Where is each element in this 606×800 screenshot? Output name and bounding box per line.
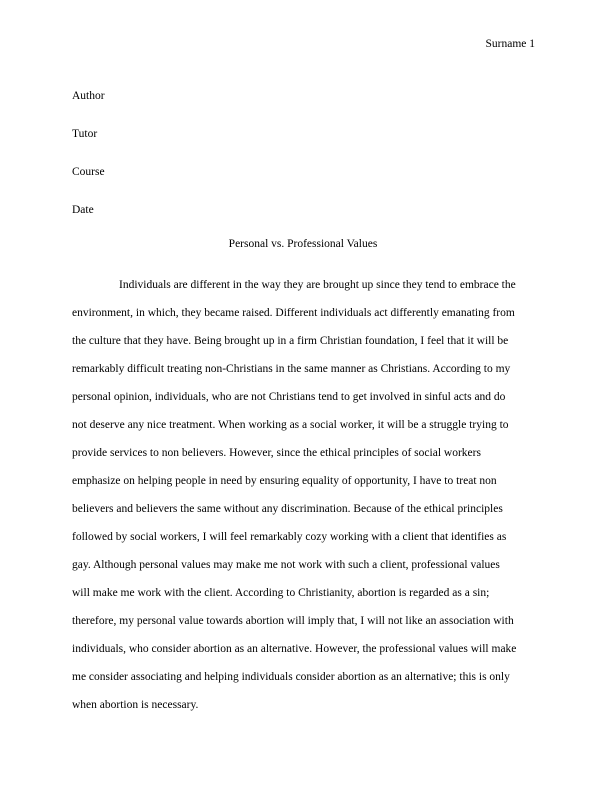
paragraph-line: believers and believers the same without any discrimination. Because of the ethical principles <box>72 503 503 515</box>
paragraph-line: not deserve any nice treatment. When working as a social worker, it will be a struggle trying to <box>72 419 509 431</box>
paragraph-line: gay. Although personal values may make me not work with such a client, professional values <box>72 559 500 571</box>
paragraph-line: followed by social workers, I will feel remarkably cozy working with a client that identifies as <box>72 531 507 543</box>
paragraph-line: when abortion is necessary. <box>72 699 199 711</box>
author-line: Author <box>72 90 105 102</box>
paragraph-line: therefore, my personal value towards abortion will imply that, I will not like an association with <box>72 615 514 627</box>
header-block <box>72 89 105 241</box>
paragraph-line: individuals, who consider abortion as an alternative. However, the professional values will make <box>72 643 517 655</box>
date-line: Date <box>72 204 94 216</box>
paragraph-line: emphasize on helping people in need by ensuring equality of opportunity, I have to treat non <box>72 475 497 487</box>
paragraph-line: will make me work with the client. According to Christianity, abortion is regarded as a sin; <box>72 587 490 599</box>
paragraph-line: me consider associating and helping individuals consider abortion as an alternative; this is only <box>72 671 510 683</box>
paragraph-line: personal opinion, individuals, who are not Christians tend to get involved in sinful acts and do <box>72 391 506 403</box>
paragraph-line: remarkably difficult treating non-Christians in the same manner as Christians. According to my <box>72 363 511 375</box>
paragraph-line: the culture that they have. Being brought up in a firm Christian foundation, I feel that it will be <box>72 335 509 347</box>
paragraph-line: provide services to non believers. However, since the ethical principles of social workers <box>72 447 481 459</box>
tutor-line: Tutor <box>72 128 98 140</box>
course-line: Course <box>72 166 105 178</box>
paragraph-line: environment, in which, they became raised. Different individuals act differently emanating from <box>72 307 515 319</box>
running-head: Surname 1 <box>485 38 535 50</box>
body-paragraph <box>72 278 542 726</box>
paragraph-line: Individuals are different in the way they are brought up since they tend to embrace the <box>119 279 516 291</box>
document-title: Personal vs. Professional Values <box>228 238 378 250</box>
